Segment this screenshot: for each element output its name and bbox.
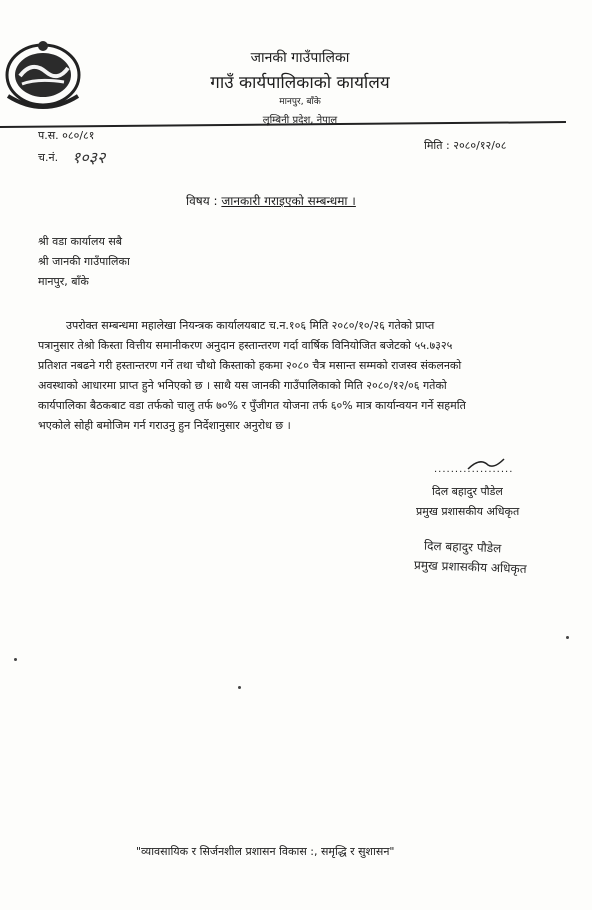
letter-date: मिति : २०८०/१२/०८: [424, 139, 507, 152]
dispatch-label: च.नं.: [38, 151, 59, 164]
body-line: भएकोले सोही बमोजिम गर्न गराउनु हुन निर्देशानुसार अनुरोध छ ।: [38, 419, 291, 432]
signatory-name: दिल बहादुर पौडेल: [432, 485, 503, 498]
signature-dots: ...................: [434, 464, 514, 475]
addressee-line-3: मानपुर, बाँके: [38, 275, 89, 288]
nepal-emblem-logo: [2, 38, 84, 112]
addressee-line-2: श्री जानकी गाउँपालिका: [38, 255, 130, 268]
body-line: उपरोक्त सम्बन्धमा महालेखा नियन्त्रक कार्यालयबाट च.न.१०६ मिति २०८०/१०/२६ गतेको प्राप्त: [66, 319, 435, 332]
scan-speck: [14, 658, 17, 661]
office-location: मानपुर, बाँके: [279, 97, 321, 107]
subject-text: जानकारी गराइएको सम्बन्धमा ।: [221, 194, 356, 208]
fiscal-year: प.स. ०८०/८१: [38, 129, 95, 142]
dispatch-number: १०३२: [72, 148, 106, 167]
subject-line: [186, 192, 356, 209]
body-line: अवस्थाको आधारमा प्राप्त हुने भनिएको छ । साथै यस जानकी गाउँपालिकाको मिति २०८०/१२/०६ गतेको: [38, 379, 447, 392]
office-name: गाउँ कार्यपालिकाको कार्यालय: [210, 73, 390, 93]
stamp-title: प्रमुख प्रशासकीय अधिकृत: [413, 558, 527, 576]
footer-slogan: "व्यावसायिक र सिर्जनशील प्रशासन विकास :, समृद्धि र सुशासन": [136, 845, 395, 858]
scan-speck: [566, 636, 569, 639]
municipality-name: जानकी गाउँपालिका: [250, 50, 350, 66]
body-line: पत्रानुसार तेश्रो किस्ता वित्तीय समानीकरण अनुदान हस्तान्तरण गर्दा वार्षिक विनियोजित बजेटको ५५.७३२५: [38, 339, 453, 352]
province-country: लुम्बिनी प्रदेश, नेपाल: [262, 115, 338, 126]
body-line: प्रतिशत नबढने गरी हस्तान्तरण गर्ने तथा चौथो किस्ताको हकमा २०८० चैत्र मसान्त सम्मको राजस्व संकलनको: [38, 359, 462, 372]
addressee-line-1: श्री वडा कार्यालय सबै: [38, 235, 123, 248]
scan-speck: [238, 686, 241, 689]
subject-label: विषय :: [186, 194, 218, 208]
stamp-name: दिल बहादुर पौडेल: [423, 538, 502, 556]
signatory-title: प्रमुख प्रशासकीय अधिकृत: [416, 505, 520, 518]
body-line: कार्यपालिका बैठकबाट वडा तर्फको चालु तर्फ ७०% र पुँजीगत योजना तर्फ ६०% मात्र कार्यान्वयन गर्ने सहमति: [38, 399, 466, 412]
